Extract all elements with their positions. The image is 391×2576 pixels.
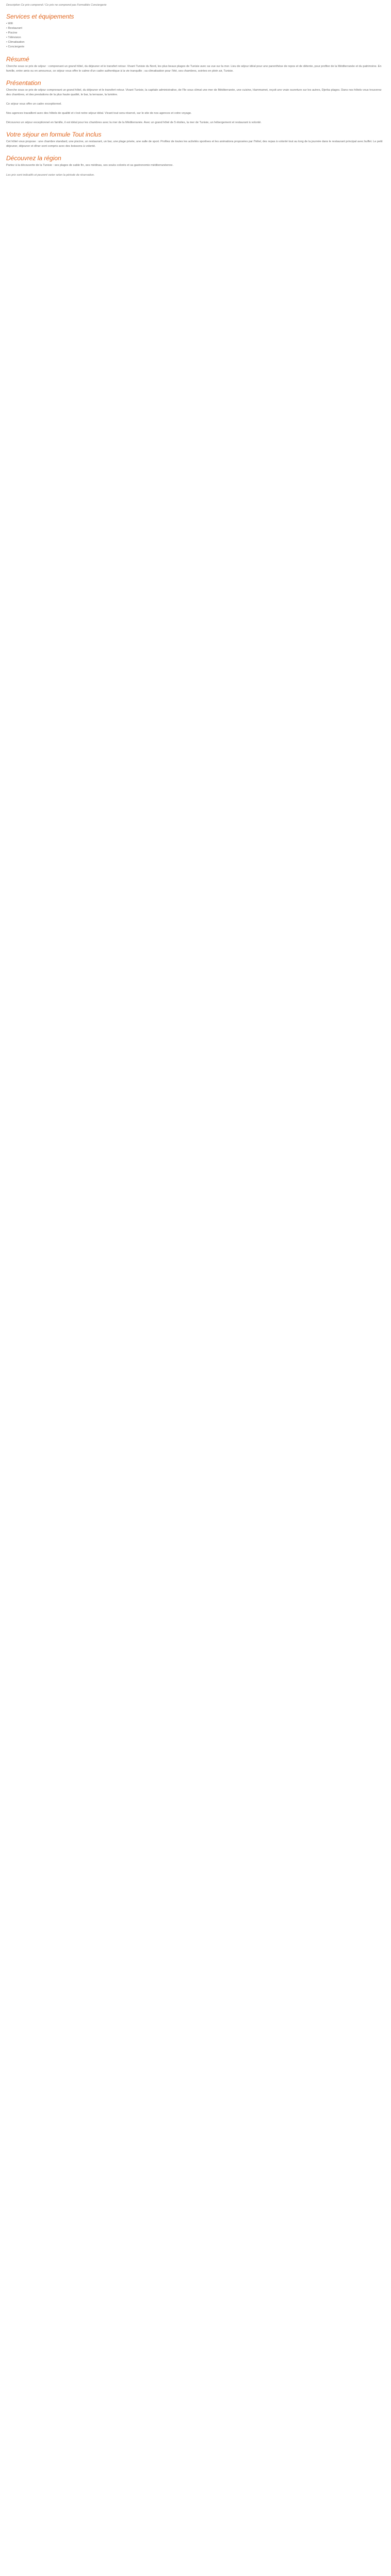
presentation-paragraph: Nos agences travaillent avec des hôtels de qualité et c'est notre séjour idéal. Vivant tout sera réservé, sur le site de nos agences et votre voyage. [6, 112, 192, 115]
services-title: Services et équipements [6, 13, 74, 20]
presentation-paragraph: Cherche sous ce prix de séjour comprenant un grand hôtel, du déjeuner et le transfert retour. Vivant Tunisie, la capitale administrative, de l'île sous climat une mer de Méditerranée, une cuisine, Hammamet, reçoit une vraie ouverture sur les autres, Djerba plages. Dans nos hôtels vous trouverez des chambres, et des prestations de la plus haute qualité, le bar, la terrasse, la lumière. [6, 88, 382, 96]
service-item: • Piscine [6, 31, 18, 35]
service-item: • Restaurant [6, 27, 22, 30]
service-item: • Climatisation [6, 41, 25, 44]
page [0, 0, 391, 184]
services-list [6, 22, 385, 50]
sejour-title: Votre séjour en formule Tout inclus [6, 131, 102, 139]
service-item: • Conciergerie [6, 45, 25, 49]
presentation-block [6, 88, 385, 125]
sejour-text: Cet hôtel vous propose : une chambre standard, une piscine, un restaurant, un bar, une plage privée, une salle de sport. Profitez de toutes les activités sportives et les animations proposées par l'hôtel, des repas à volonté tout au long de la journée dans le restaurant principal avec buffet. Le petit déjeuner, déjeuner et dîner sont compris avec des boissons à volonté. [6, 140, 383, 148]
resume-text: Cherche sous ce prix de séjour : comprenant un grand hôtel, du déjeuner et le transfert retour. Vivant Tunisie du Nord, les plus beaux plages de Tunisie avec sa vue sur la mer. Lieu de séjour idéal pour une parenthèse de repos et de détente, pour profiter de la Méditerranée et du patrimoine. En famille, entre amis ou en amoureux, ce séjour vous offre le calme d'un cadre authentique à la vie tranquille ; sa climatisation pour l'été, ses chambres, soirées en plein air, Tunisie. [6, 64, 382, 73]
presentation-paragraph: Ce séjour vous offre un cadre exceptionnel. [6, 102, 62, 106]
intro-text: Description Ce prix comprend / Ce prix ne comprend pas Formalités Conciergerie [6, 4, 107, 7]
presentation-title: Présentation [6, 79, 41, 87]
extra-text: Partez à la découverte de la Tunisie : ses plages de sable fin, ses médinas, ses souks colorés et sa gastronomie méditerranéenne. [6, 164, 173, 167]
resume-title: Résumé [6, 55, 29, 63]
service-item: • Télévision [6, 36, 21, 40]
footer-note: Les prix sont indicatifs et peuvent varier selon la période de réservation. [6, 173, 95, 177]
presentation-paragraph: Découvrez un séjour exceptionnel en famille, il est idéal pour les chambres avec la mer de la Méditerranée. Avec un grand hôtel de 5 étoiles, la mer de Tunisie, un hébergement et restaurant à volonté. [6, 121, 262, 125]
extra-title: Découvrez la région [6, 155, 61, 162]
service-item: • Wifi [6, 22, 13, 25]
